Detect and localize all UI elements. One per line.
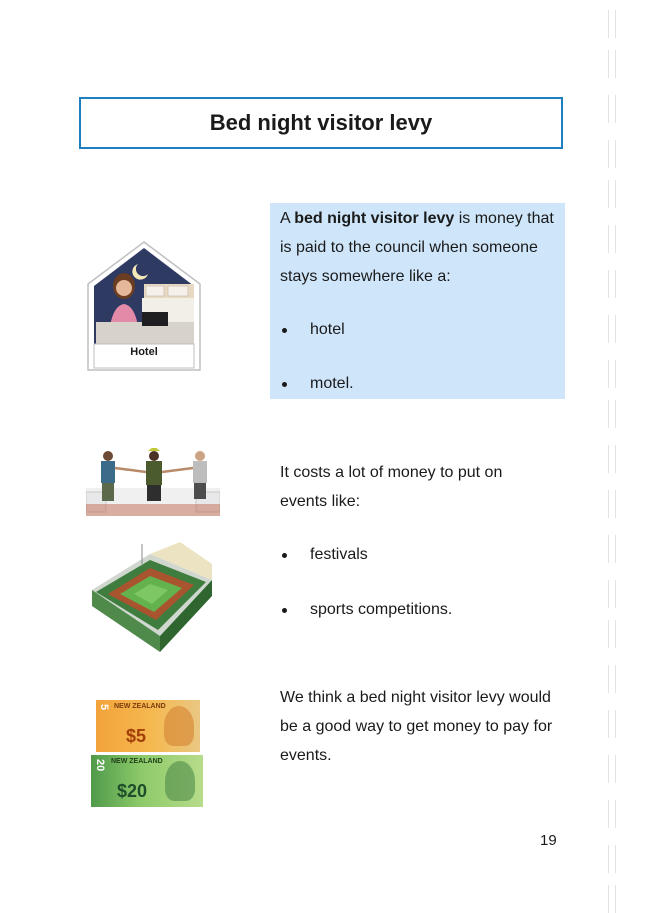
page-number: 19 <box>540 832 557 849</box>
five-dollar-note-image <box>96 700 200 752</box>
page: Bed night visitor levy Hotel A bed night visitor levy is money that is paid to the council when someone stays somewhere like a: hotel motel. It costs a lot of money to put on events like: festivals sports competitions. 5 NEW ZEALAND $5 20 NEW ZEALAND $20 We think a bed night visitor levy would be a good way to get money to pay for events. 19 <box>0 0 645 912</box>
note-country: NEW ZEALAND <box>114 703 166 710</box>
levy-term: bed night visitor levy <box>294 210 455 227</box>
note-portrait <box>164 706 194 746</box>
bullet-icon <box>282 328 287 333</box>
title-box <box>79 97 563 149</box>
note-side-value: 5 <box>98 704 110 711</box>
hotel-image-label: Hotel <box>130 346 158 358</box>
events-cost-text: It costs a lot of money to put on events like: <box>280 464 503 510</box>
bullet-icon <box>282 553 287 558</box>
twenty-dollar-note-image <box>91 755 203 807</box>
stadium-image <box>86 540 216 658</box>
levy-definition-text: A bed night visitor levy is money that is paid to the council when someone stays somewhere like a: <box>280 210 554 285</box>
note-portrait <box>165 761 195 801</box>
festival-people-image <box>86 448 220 516</box>
page-edge-marks <box>608 0 638 912</box>
note-country: NEW ZEALAND <box>111 758 163 765</box>
bullet-icon <box>282 382 287 387</box>
bullet-icon <box>282 608 287 613</box>
page-title: Bed night visitor levy <box>209 110 433 135</box>
note-value: $5 <box>126 726 147 746</box>
note-side-value: 20 <box>94 759 106 772</box>
levy-proposal-text: We think a bed night visitor levy would be a good way to get money to pay for events. <box>280 689 553 764</box>
note-value: $20 <box>117 781 148 801</box>
